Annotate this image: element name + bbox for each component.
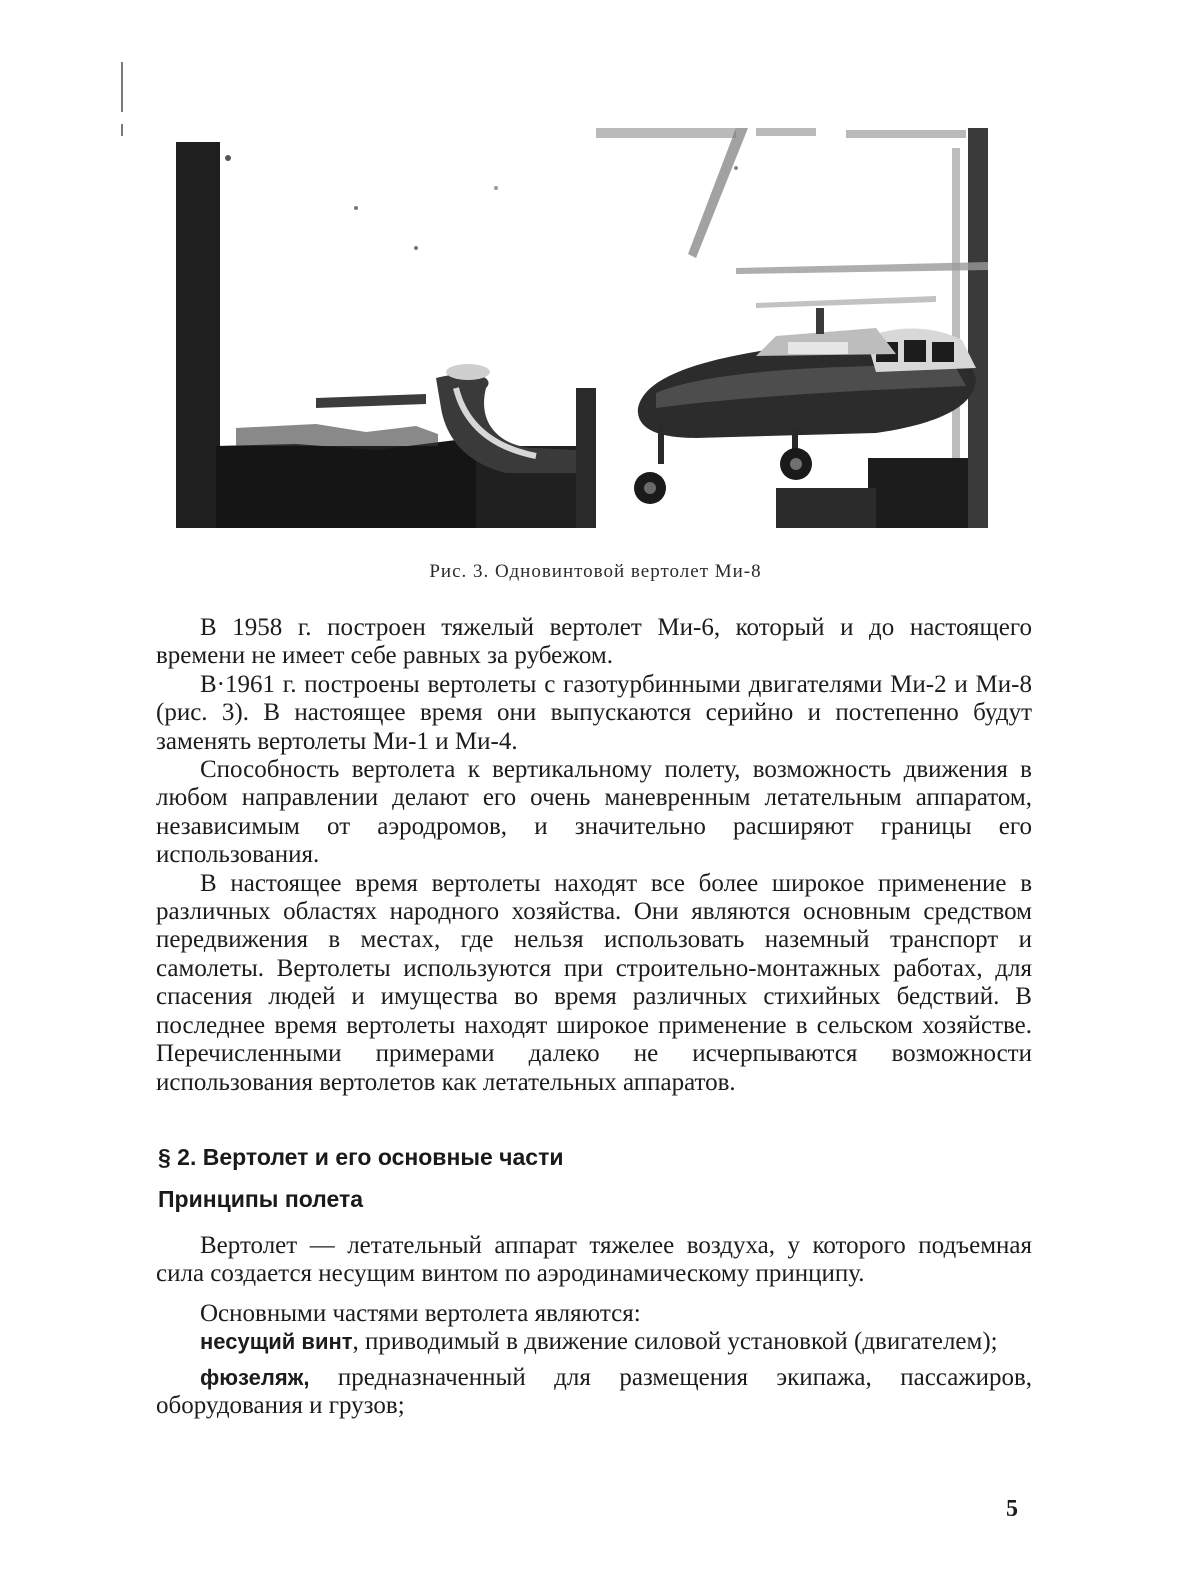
helicopter-photo-drawing (176, 128, 988, 528)
section-subtitle: Принципы полета (158, 1186, 364, 1212)
part-term: несущий винт (200, 1329, 353, 1354)
section-title: § 2. Вертолет и его основные части (158, 1144, 564, 1170)
page-number: 5 (1006, 1496, 1018, 1522)
helicopter-photo (176, 128, 988, 528)
paragraph-gap (156, 1288, 1032, 1300)
paragraph: В настоящее время вертолеты находят все более широкое применение в различных областях народного хозяйства. Они являются основным средством передвижения в местах, где нельзя использовать наземный транспорт и самолеты. Вертолеты используются при строительно-монтажных работах, для спасения людей и имущества во время различных стихийных бедствий. В последнее время вертолеты находят широкое применение в сельском хозяйстве. Перечисленными примерами далеко не исчерпываются возможности использования вертолетов как летательных аппаратов. (156, 869, 1032, 1096)
part-description: , приводимый в движение силовой установкой (двигателем); (352, 1328, 998, 1355)
scan-margin-mark (121, 62, 123, 112)
definition-paragraph: Вертолет — летательный аппарат тяжелее воздуха, у которого подъемная сила создается несущим винтом по аэродинамическому принципу. (156, 1232, 1032, 1287)
part-term: фюзеляж, (200, 1365, 310, 1390)
paragraph-gap (156, 1356, 1032, 1364)
parts-intro: Основными частями вертолета являются: (200, 1300, 641, 1327)
section-body (156, 1232, 1032, 1420)
part-item (156, 1328, 1032, 1356)
paragraph: В·1961 г. построены вертолеты с газотурбинными двигателями Ми-2 и Ми-8 (рис. 3). В настоящее время они выпускаются серийно и постепенно будут заменять вертолеты Ми-1 и Ми-4. (156, 670, 1032, 755)
main-text (156, 614, 1032, 1097)
part-item (156, 1364, 1032, 1420)
scan-margin-mark (121, 124, 123, 136)
paragraph: В 1958 г. построен тяжелый вертолет Ми-6, который и до настоящего времени не имеет себе равных за рубежом. (156, 614, 1032, 670)
paragraph: Способность вертолета к вертикальному полету, возможность движения в любом направлении делают его очень маневренным летательным аппаратом, независимым от аэродромов, и значительно расширяют границы его использования. (156, 756, 1032, 869)
part-description: предназначенный для размещения экипажа, пассажиров, оборудования и грузов; (156, 1364, 1032, 1419)
figure-caption: Рис. 3. Одновинтовой вертолет Ми-8 (429, 561, 762, 582)
